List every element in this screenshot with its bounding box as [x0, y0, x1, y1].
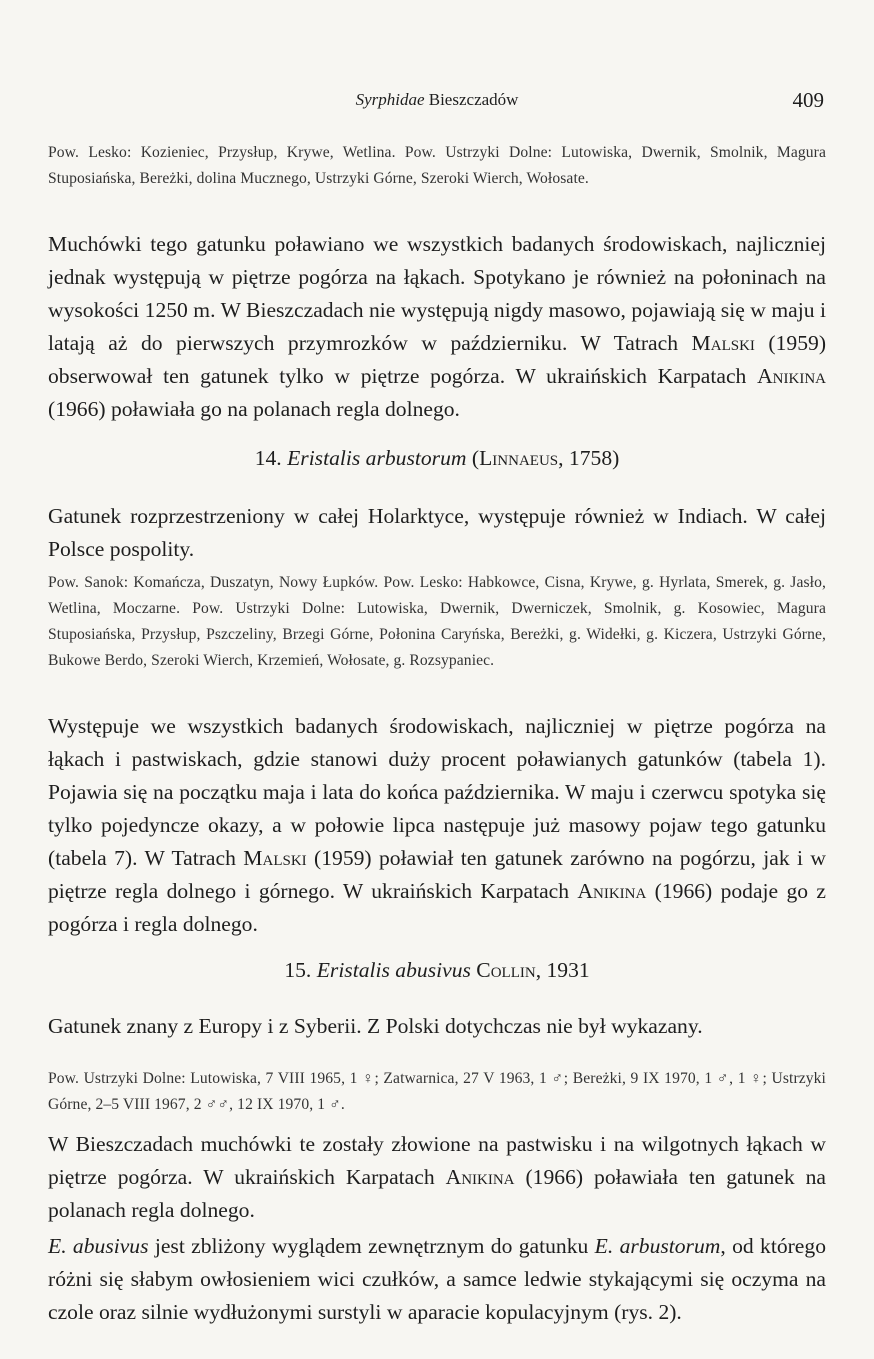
localities-paragraph-2: Pow. Sanok: Komańcza, Duszatyn, Nowy Łupków. Pow. Lesko: Habkowce, Cisna, Krywe, g. Hyrlata, Smerek, g. Jasło, Wetlina, Moczarne. Pow. Ustrzyki Dolne: Lutowiska, Dwernik, Dwerniczek, Smolnik, g. Kosowiec, Magura Stuposiańska, Przysłup, Pszczeliny, Brzegi Górne, Połonina Caryńska, Bereżki, g. Widełki, g. Kiczera, Ustrzyki Górne, Bukowe Berdo, Szeroki Wierch, Krzemień, Wołosate, g. Rozsypaniec.	[48, 574, 826, 669]
author-name: Anikina	[445, 1165, 515, 1189]
body-paragraph-5	[48, 1128, 826, 1227]
running-header	[0, 88, 874, 116]
species-abbrev: E. arbustorum	[594, 1234, 721, 1258]
text-span: (1959) obserwował ten gatunek tylko w piętrze pogórza. W ukraińskich Karpatach	[48, 331, 827, 388]
text-span: (1966) podaje go z pogórza i regla dolnego.	[48, 879, 826, 936]
species-number: 15.	[284, 958, 312, 982]
running-title	[0, 90, 874, 110]
species-year: , 1931	[535, 958, 590, 982]
localities-paragraph-1: Pow. Lesko: Kozieniec, Przysłup, Krywe, Wetlina. Pow. Ustrzyki Dolne: Lutowiska, Dwernik, Smolnik, Magura Stuposiańska, Bereżki, dolina Mucznego, Ustrzyki Górne, Szeroki Wierch, Wołosate.	[48, 144, 826, 187]
body-paragraph-6	[48, 1230, 826, 1329]
localities-paragraph-3: Pow. Ustrzyki Dolne: Lutowiska, 7 VIII 1965, 1 ♀; Zatwarnica, 27 V 1963, 1 ♂; Bereżki, 9 IX 1970, 1 ♂, 1 ♀; Ustrzyki Górne, 2–5 VIII 1967, 2 ♂♂, 12 IX 1970, 1 ♂.	[48, 1070, 826, 1113]
text-span: Występuje we wszystkich badanych środowiskach, najliczniej w piętrze pogórza na łąkach i pastwiskach, gdzie stanowi duży procent poławianych gatunków (tabela 1). Pojawia się na początku maja i lata do końca października. W maju i czerwcu spotyka się tylko pojedyncze okazy, a w połowie lipca następuje już masowy pojaw tego gatunku (tabela 7). W Tatrach	[48, 714, 826, 870]
text-span: jest zbliżony wyglądem zewnętrznym do gatunku	[148, 1234, 595, 1258]
running-title-rest: Bieszczadów	[424, 90, 519, 109]
author-name: Malski	[691, 331, 755, 355]
species-heading-14	[0, 446, 874, 471]
author-name: Anikina	[757, 364, 826, 388]
text-span: (1966) poławiała ten gatunek na polanach regla dolnego.	[48, 1165, 826, 1222]
author-open: (	[471, 446, 480, 470]
author-name: Anikina	[577, 879, 647, 903]
page-number: 409	[792, 88, 824, 112]
text-span: (1966) poławiała go na polanach regla dolnego.	[48, 397, 460, 421]
species-number: 14.	[254, 446, 282, 470]
text-span: Muchówki tego gatunku poławiano we wszystkich badanych środowiskach, najliczniej jednak występują w piętrze pogórza na łąkach. Spotykano je również na połoninach na wysokości 1250 m. W Bieszczadach nie występują nigdy masowo, pojawiają się w maju i latają aż do pierwszych przymrozków w październiku. W Tatrach	[48, 232, 826, 355]
body-paragraph-2: Gatunek rozprzestrzeniony w całej Holarktyce, występuje również w Indiach. W całej Polsce pospolity.	[48, 504, 826, 561]
text-span: (1959) poławiał ten gatunek zarówno na pogórzu, jak i w piętrze regla dolnego i górnego. W ukraińskich Karpatach	[48, 846, 826, 903]
species-abbrev: E. abusivus	[48, 1234, 149, 1258]
body-paragraph-1	[48, 228, 826, 426]
author-name: Malski	[243, 846, 307, 870]
species-author: Collin	[476, 958, 536, 982]
species-author: Linnaeus	[479, 446, 559, 470]
species-year: , 1758)	[558, 446, 620, 470]
body-paragraph-3	[48, 710, 826, 941]
text-span: W Bieszczadach muchówki te zostały złowione na pastwisku i na wilgotnych łąkach w piętrze pogórza. W ukraińskich Karpatach	[48, 1132, 826, 1189]
species-name: Eristalis abusivus	[316, 958, 471, 982]
species-name: Eristalis arbustorum	[287, 446, 467, 470]
running-title-italic: Syrphidae	[355, 90, 425, 109]
body-paragraph-4: Gatunek znany z Europy i z Syberii. Z Polski dotychczas nie był wykazany.	[48, 1014, 703, 1038]
species-heading-15	[0, 958, 874, 983]
text-span: , od którego różni się słabym owłosieniem wici czułków, a samce ledwie stykającymi się oczyma na czole oraz silnie wydłużonymi surstyli w aparacie kopulacyjnym (rys. 2).	[48, 1234, 826, 1324]
